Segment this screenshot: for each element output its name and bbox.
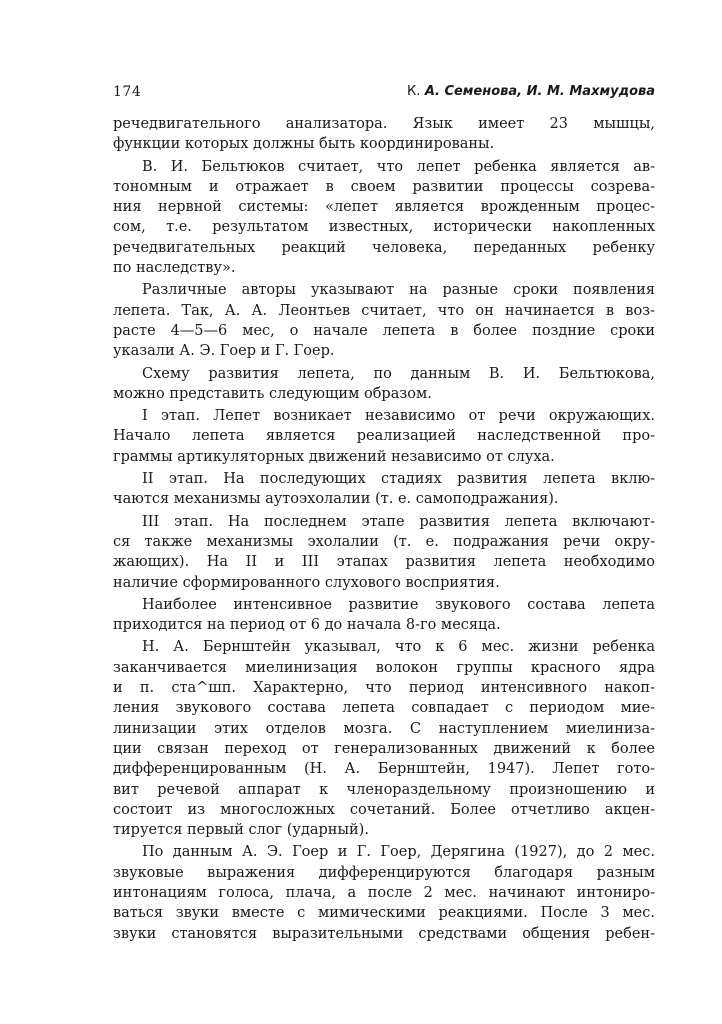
text-line: ления звукового состава лепета совпадает с периодом мие- [113, 700, 655, 717]
text-line: тируется первый слог (ударный). [113, 822, 369, 839]
text-line: III этап. На последнем этапе развития лепета включают- [142, 513, 655, 530]
paragraph-10 [113, 842, 655, 943]
text-line: тономным и отражает в своем развитии процессы созрева- [113, 178, 655, 195]
text-line: приходится на период от 6 до начала 8-го месяца. [113, 617, 501, 634]
text-line: Начало лепета является реализацией наследственной про- [113, 428, 655, 445]
text-line: ся также механизмы эхолалии (т. е. подражания речи окру- [113, 533, 655, 550]
text-line: речедвигательного анализатора. Язык имеет 23 мышцы, [113, 116, 655, 132]
paragraph-7 [113, 512, 655, 593]
page-number: 174 [113, 84, 142, 100]
text-line: по наследству». [113, 260, 236, 277]
header-authors-prefix: К. [407, 84, 421, 99]
paragraph-6 [113, 469, 655, 510]
text-line: ния нервной системы: «лепет является врожденным процес- [113, 199, 655, 216]
paragraph-5 [113, 406, 655, 467]
text-line: линизации этих отделов мозга. С наступлением миелиниза- [113, 720, 655, 737]
text-line: ваться звуки вместе с мимическими реакциями. После 3 мес. [113, 905, 655, 922]
text-line: дифференцированным (Н. А. Бернштейн, 1947). Лепет гото- [113, 761, 655, 778]
text-line: заканчивается миелинизация волокон группы красного ядра [113, 659, 655, 676]
text-line: В. И. Бельтюков считает, что лепет ребенка является ав- [142, 158, 655, 175]
paragraph-1 [113, 114, 655, 155]
text-line: ции связан переход от генерализованных движений к более [113, 740, 655, 757]
header-authors-names: А. Семенова, И. М. Махмудова [424, 84, 655, 99]
text-line: интонациям голоса, плача, а после 2 мес. начинают интониро- [113, 884, 655, 901]
text-line: Н. А. Бернштейн указывал, что к 6 мес. жизни ребенка [142, 639, 655, 656]
text-line: можно представить следующим образом. [113, 385, 432, 402]
text-line: указали А. Э. Гоер и Г. Гоер. [113, 343, 335, 360]
text-line: I этап. Лепет возникает независимо от речи окружающих. [142, 408, 655, 425]
paragraph-4 [113, 364, 655, 405]
text-line: расте 4—5—6 мес, о начале лепета в более поздние сроки [113, 322, 655, 339]
text-line: звуки становятся выразительными средствами общения ребен- [113, 925, 655, 942]
text-line: речедвигательных реакций человека, переданных ребенку [113, 239, 655, 256]
paragraph-9 [113, 637, 655, 840]
text-line: чаются механизмы аутоэхолалии (т. е. самоподражания). [113, 491, 559, 508]
paragraph-2 [113, 157, 655, 279]
text-line: лепета. Так, А. А. Леонтьев считает, что он начинается в воз- [113, 302, 655, 319]
text-line: жающих). На II и III этапах развития лепета необходимо [113, 554, 655, 571]
text-line: сом, т.е. результатом известных, исторически накопленных [113, 219, 655, 236]
text-line: звуковые выражения дифференцируются благодаря разным [113, 864, 655, 881]
text-line: граммы артикуляторных движений независимо от слуха. [113, 448, 555, 465]
body-text [113, 114, 655, 946]
text-line: Наиболее интенсивное развитие звукового состава лепета [142, 596, 655, 613]
running-head [113, 84, 655, 104]
text-line: Схему развития лепета, по данным В. И. Бельтюкова, [142, 365, 655, 382]
text-line: функции которых должны быть координированы. [113, 136, 495, 153]
paragraph-8 [113, 595, 655, 636]
text-line: II этап. На последующих стадиях развития лепета вклю- [142, 471, 655, 488]
header-authors [407, 84, 655, 99]
paragraph-3 [113, 280, 655, 361]
text-line: наличие сформированного слухового восприятия. [113, 574, 500, 591]
text-line: и п. ста^шп. Характерно, что период интенсивного накоп- [113, 680, 655, 697]
text-line: Различные авторы указывают на разные сроки появления [142, 282, 655, 299]
text-line: вит речевой аппарат к членораздельному произношению и [113, 781, 655, 798]
text-line: По данным А. Э. Гоер и Г. Гоер, Дерягина (1927), до 2 мес. [142, 844, 655, 861]
text-line: состоит из многосложных сочетаний. Более отчетливо акцен- [113, 801, 655, 818]
